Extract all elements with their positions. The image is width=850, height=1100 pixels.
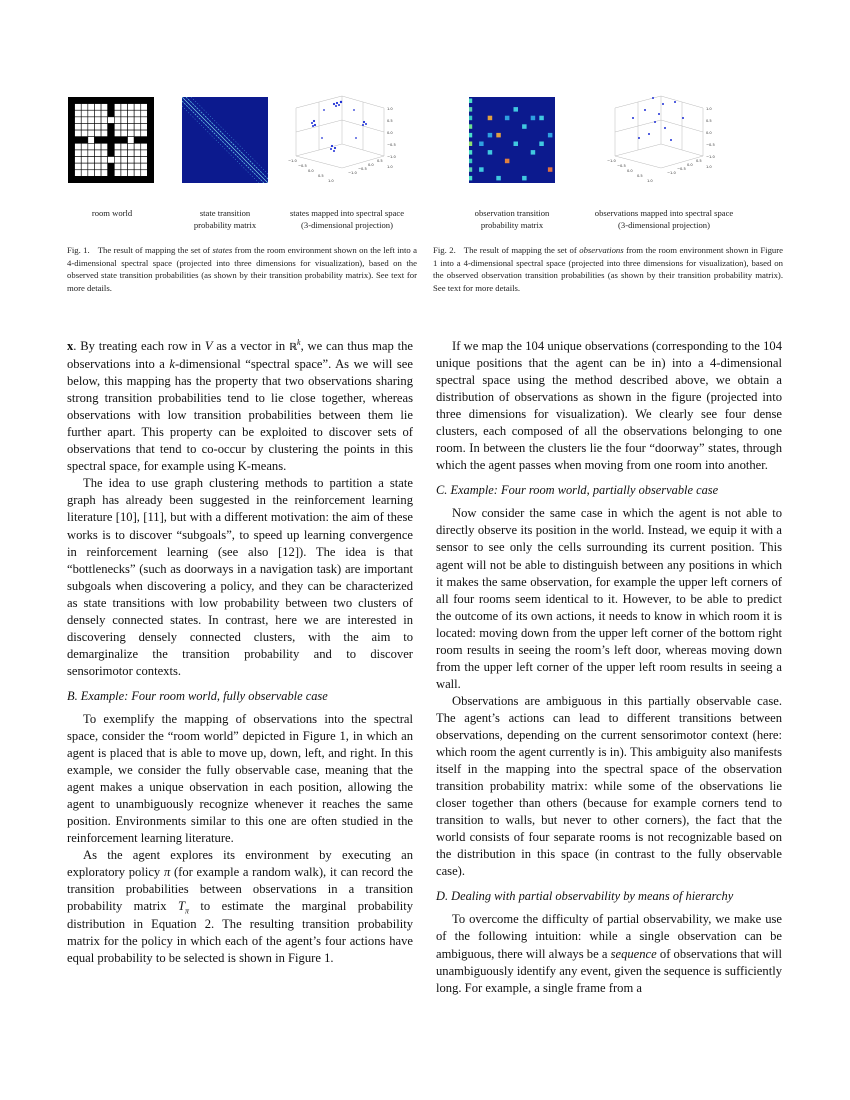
matrix-cell — [514, 142, 519, 147]
grid-cell — [75, 170, 82, 177]
grid-cell — [81, 170, 88, 177]
x-tick-label: 0.5 — [318, 174, 324, 178]
grid-cell — [88, 170, 95, 177]
grid-cell — [128, 117, 135, 124]
grid-cell — [141, 137, 148, 144]
section-heading: D. Dealing with partial observability by means of hierarchy — [436, 889, 734, 904]
paragraph — [436, 911, 782, 996]
y-tick-label: −0.5 — [677, 167, 686, 171]
grid-cell — [75, 97, 82, 104]
math-symbol: ℝ — [289, 342, 298, 353]
paragraph: To exemplify the mapping of observations into the spectral space, consider the “room world” depicted in Figure 1, in which an agent is placed that is able to move up, down, left, and right. In this example, we consider the fully observable case, meaning that the agent makes a unique observation in each position, allowing the agent to unambiguously recognize whenever it reaches the same position. Environments similar to this one are often studied in the reinforcement learning literature. — [67, 711, 413, 846]
grid-cell — [147, 176, 154, 183]
caption-text: from the room environment shown in Figure 1 into a 4-dimensional spectral space (projected into three dimensions for visualization), based on the observed observation transition probabilities (as shown by their transition probability matrix). See text for more details. — [433, 245, 784, 293]
grid-cell — [75, 117, 82, 124]
y-tick-label: −0.5 — [358, 167, 367, 171]
matrix-cell — [531, 116, 536, 121]
y-tick-label: −1.0 — [348, 171, 357, 175]
grid-cell — [141, 150, 148, 157]
grid-cell — [147, 104, 154, 111]
math-subscript: π — [184, 906, 189, 916]
grid-cell — [114, 97, 121, 104]
grid-cell — [147, 110, 154, 117]
grid-cell — [114, 163, 121, 170]
left-column — [67, 338, 413, 967]
matrix-cell — [469, 124, 472, 129]
grid-cell — [88, 117, 95, 124]
grid-cell — [121, 97, 128, 104]
grid-cell — [147, 123, 154, 130]
grid-cell — [108, 170, 115, 177]
grid-cell — [101, 137, 108, 144]
grid-cell — [114, 143, 121, 150]
x-tick-label: −0.5 — [617, 164, 626, 168]
y-tick-label: 0.0 — [687, 163, 693, 167]
grid-cell — [101, 97, 108, 104]
z-tick-label: 0.5 — [706, 119, 712, 123]
grid-cell — [94, 104, 101, 111]
grid-cell — [108, 110, 115, 117]
grid-cell — [147, 150, 154, 157]
grid-cell — [128, 150, 135, 157]
states-spectral-plot — [284, 88, 414, 200]
grid-cell — [94, 117, 101, 124]
grid-cell — [134, 104, 141, 111]
y-tick-label: 1.0 — [706, 165, 712, 169]
matrix-cell — [469, 167, 472, 172]
grid-cell — [88, 97, 95, 104]
grid-cell — [134, 123, 141, 130]
grid-cell — [75, 176, 82, 183]
matrix-cell — [514, 107, 519, 112]
grid-cell — [128, 137, 135, 144]
grid-cell — [75, 157, 82, 164]
text: . By treating each row in — [73, 339, 205, 353]
grid-cell — [88, 150, 95, 157]
x-tick-label: 1.0 — [647, 179, 653, 183]
grid-cell — [121, 176, 128, 183]
grid-cell — [147, 157, 154, 164]
grid-cell — [68, 176, 75, 183]
matrix-cell — [548, 133, 553, 138]
grid-cell — [128, 110, 135, 117]
text: , we can thus map the observations into a — [67, 339, 413, 372]
math-symbol: k — [169, 357, 175, 372]
grid-cell — [94, 137, 101, 144]
grid-cell — [88, 104, 95, 111]
grid-cell — [108, 176, 115, 183]
grid-cell — [147, 137, 154, 144]
grid-cell — [114, 104, 121, 111]
grid-cell — [75, 137, 82, 144]
x-tick-label: 0.5 — [637, 174, 643, 178]
grid-cell — [101, 104, 108, 111]
grid-cell — [68, 137, 75, 144]
matrix-cell — [479, 142, 484, 147]
grid-cell — [121, 137, 128, 144]
grid-cell — [141, 110, 148, 117]
math-symbol: π — [163, 865, 171, 880]
matrix-cell — [469, 99, 472, 104]
grid-cell — [88, 163, 95, 170]
grid-cell — [128, 104, 135, 111]
caption-emphasis: observations — [579, 245, 624, 255]
grid-cell — [141, 117, 148, 124]
matrix-cell — [469, 176, 472, 181]
grid-cell — [94, 123, 101, 130]
grid-cell — [121, 143, 128, 150]
grid-cell — [134, 130, 141, 137]
text: -dimensional “spectral space”. As we will see below, this mapping has the property that two observations sharing strong transition probabilities tend to lie close together, whereas observations with low transition probabilities between them lie further apart. This property can be exploited to discover sets of observations that tend to co-occur by clustering the points in this spectral space, for example using K-means. — [67, 357, 413, 474]
grid-cell — [101, 163, 108, 170]
grid-cell — [101, 170, 108, 177]
grid-cell — [108, 137, 115, 144]
grid-cell — [128, 130, 135, 137]
grid-cell — [108, 104, 115, 111]
grid-cell — [121, 110, 128, 117]
grid-cell — [81, 176, 88, 183]
grid-cell — [134, 163, 141, 170]
y-tick-label: −1.0 — [667, 171, 676, 175]
grid-cell — [134, 157, 141, 164]
paragraph: Observations are ambiguous in this partially observable case. The agent’s actions can lead to different transitions between observations, depending on the current sensorimotor context (here: which room the agent currently is in). This ambiguity also manifests itself in the mapping into the spectral space of the observation transition probability matrix: while some of the observations lie closer together than others (because for example corners tend to transition to walls, but never to other corners), the fact that the world consists of four separate rooms is not recognizable based on the distribution in this space (in contrast to the fully observable case). — [436, 693, 782, 879]
x-tick-label: −1.0 — [607, 159, 616, 163]
grid-cell — [128, 176, 135, 183]
grid-cell — [68, 143, 75, 150]
grid-cell — [141, 104, 148, 111]
emphasis: sequence — [610, 946, 657, 961]
grid-cell — [128, 157, 135, 164]
grid-cell — [121, 170, 128, 177]
matrix-cell — [488, 150, 493, 155]
z-tick-label: 0.0 — [387, 131, 393, 135]
y-tick-label: 0.0 — [368, 163, 374, 167]
grid-cell — [94, 176, 101, 183]
grid-cell — [88, 143, 95, 150]
z-tick-label: 1.0 — [387, 107, 393, 111]
z-tick-label: 0.0 — [706, 131, 712, 135]
grid-cell — [141, 176, 148, 183]
matrix-cell — [539, 142, 544, 147]
z-tick-label: −0.5 — [387, 143, 396, 147]
grid-cell — [134, 110, 141, 117]
grid-cell — [134, 150, 141, 157]
grid-cell — [81, 130, 88, 137]
text: of observations that will unambiguously identify any event, given the sequence is sufficiently long. For example, a single frame from a — [436, 946, 782, 995]
grid-cell — [81, 117, 88, 124]
grid-cell — [68, 110, 75, 117]
grid-cell — [121, 150, 128, 157]
paragraph: If we map the 104 unique observations (corresponding to the 104 unique positions that the agent can be in) into a 4-dimensional spectral space using the method described above, we obtain a distribution of observations as shown in the figure (projected into three dimensions for visualization). We clearly see four dense clusters, each composed of all the observations belonging to one room. In between the clusters lie the four “doorway” states, through which the agent passes when moving from one room into another. — [436, 339, 782, 473]
grid-cell — [121, 123, 128, 130]
grid-cell — [134, 137, 141, 144]
x-tick-label: 1.0 — [328, 179, 334, 183]
grid-cell — [141, 130, 148, 137]
matrix-cell — [469, 159, 472, 164]
matrix-cell — [522, 124, 527, 129]
grid-cell — [94, 97, 101, 104]
grid-cell — [108, 130, 115, 137]
grid-cell — [121, 157, 128, 164]
x-tick-label: −0.5 — [298, 164, 307, 168]
grid-cell — [114, 130, 121, 137]
grid-cell — [68, 117, 75, 124]
z-tick-label: 0.5 — [387, 119, 393, 123]
grid-cell — [101, 130, 108, 137]
y-tick-label: 0.5 — [696, 159, 702, 163]
subcaption-observations-spectral: observations mapped into spectral space (3-dimensional projection) — [594, 208, 734, 230]
grid-cell — [94, 110, 101, 117]
z-tick-label: 1.0 — [706, 107, 712, 111]
grid-cell — [121, 117, 128, 124]
grid-cell — [108, 163, 115, 170]
grid-cell — [75, 110, 82, 117]
grid-cell — [128, 170, 135, 177]
grid-cell — [94, 157, 101, 164]
z-tick-label: −1.0 — [706, 155, 715, 159]
matrix-cell — [539, 116, 544, 121]
state-transition-matrix-image — [182, 97, 268, 183]
math-symbol: V — [204, 339, 213, 353]
grid-cell — [81, 143, 88, 150]
grid-cell — [141, 123, 148, 130]
grid-cell — [134, 170, 141, 177]
grid-cell — [121, 163, 128, 170]
caption-text: The result of mapping the set of — [97, 245, 213, 255]
grid-cell — [94, 130, 101, 137]
grid-cell — [94, 150, 101, 157]
grid-cell — [94, 170, 101, 177]
grid-cell — [81, 163, 88, 170]
paragraph — [67, 847, 413, 966]
grid-cell — [81, 110, 88, 117]
grid-cell — [88, 130, 95, 137]
grid-cell — [75, 150, 82, 157]
figure-2-caption — [433, 244, 783, 294]
grid-cell — [128, 163, 135, 170]
subcaption-room-world: room world — [91, 208, 133, 218]
grid-cell — [68, 97, 75, 104]
text: to estimate the marginal probability distribution in Equation 2. The resulting transition probability matrix for the policy in which each of the agent’s four actions have equal probability to be selected is shown in Figure 1. — [67, 899, 414, 965]
grid-cell — [114, 150, 121, 157]
section-heading: C. Example: Four room world, partially observable case — [436, 483, 719, 498]
text: As the agent explores its environment by executing an exploratory policy — [67, 848, 413, 880]
grid-cell — [101, 157, 108, 164]
x-tick-label: −1.0 — [288, 159, 297, 163]
y-tick-label: 0.5 — [377, 159, 383, 163]
grid-cell — [147, 163, 154, 170]
grid-cell — [141, 97, 148, 104]
grid-cell — [101, 117, 108, 124]
grid-cell — [81, 150, 88, 157]
grid-cell — [108, 157, 115, 164]
matrix-cell — [469, 133, 472, 138]
grid-cell — [81, 104, 88, 111]
grid-cell — [68, 123, 75, 130]
grid-cell — [108, 150, 115, 157]
observation-transition-matrix-image — [469, 97, 555, 183]
grid-cell — [68, 157, 75, 164]
grid-cell — [81, 123, 88, 130]
matrix-cell — [522, 176, 527, 181]
paragraph: Now consider the same case in which the agent is not able to directly observe its position in the world. Instead, we equip it with a sensor to see only the cells surrounding its current position. This agent will not be able to distinguish between any positions in which it makes the same observation, for example the upper left corners of all four rooms seem identical to it. However, to be able to predict the outcome of its own actions, it needs to know in which room it is located: moving down from the upper left corner of the bottom right room results in seeing the room’s left door, whereas moving down from the upper left corner of the upper left room results in seeing a wall. — [436, 506, 782, 691]
grid-cell — [94, 163, 101, 170]
grid-cell — [101, 176, 108, 183]
grid-cell — [75, 130, 82, 137]
room-world-image — [68, 97, 154, 183]
grid-cell — [88, 110, 95, 117]
matrix-cell — [548, 167, 553, 172]
paragraph: The idea to use graph clustering methods to partition a state graph has already been suggested in the reinforcement learning literature [10], [11], but with a different motivation: the aim of these works is to discover “subgoals”, to speed up learning convergence in reinforcement learning (see also [12]). The idea is that “bottlenecks” (such as doorways in a navigation task) are important subgoals when discovering a policy, and they can be characterized as state transitions with low probability between two clusters of densely connected states. In contrast, here we are interested in discovering densely connected clusters, with the aim to demarginalize the transition probability and to discover sensorimotor contexts. — [67, 476, 413, 678]
grid-cell — [114, 170, 121, 177]
right-column — [436, 338, 782, 997]
z-tick-label: −1.0 — [387, 155, 396, 159]
matrix-cell — [488, 133, 493, 138]
math-vector: x — [67, 339, 74, 353]
matrix-cell — [531, 150, 536, 155]
subcaption-states-spectral: states mapped into spectral space (3-dimensional projection) — [289, 208, 405, 230]
grid-cell — [147, 97, 154, 104]
grid-cell — [128, 123, 135, 130]
math-symbol: T — [177, 899, 185, 914]
matrix-cell — [479, 167, 484, 172]
figure-label: Fig. 1. — [67, 245, 90, 255]
grid-cell — [88, 157, 95, 164]
grid-cell — [81, 97, 88, 104]
grid-cell — [101, 110, 108, 117]
text: To overcome the difficulty of partial observability, we make use of the following intuition: while a single observation can be ambiguous, there will always be a — [436, 912, 782, 961]
matrix-cell — [488, 116, 493, 121]
caption-text: from the room environment shown on the left into a 4-dimensional spectral space (projected into three dimensions for visualization), based on the observed state transition probabilities (as shown by their transition probability matrix). See text for more details. — [67, 245, 417, 293]
y-tick-label: 1.0 — [387, 165, 393, 169]
x-tick-label: 0.0 — [308, 169, 314, 173]
grid-cell — [75, 143, 82, 150]
matrix-cell — [496, 176, 501, 181]
grid-cell — [147, 130, 154, 137]
figure-1-caption — [67, 244, 417, 294]
observations-spectral-plot — [603, 88, 733, 200]
grid-cell — [114, 176, 121, 183]
grid-cell — [114, 137, 121, 144]
section-heading: B. Example: Four room world, fully observable case — [67, 688, 328, 703]
grid-cell — [147, 143, 154, 150]
figure-label: Fig. 2. — [433, 245, 456, 255]
grid-cell — [88, 123, 95, 130]
grid-cell — [141, 143, 148, 150]
grid-cell — [68, 150, 75, 157]
matrix-cell — [469, 150, 472, 155]
grid-cell — [68, 170, 75, 177]
grid-cell — [128, 143, 135, 150]
grid-cell — [141, 163, 148, 170]
grid-cell — [68, 104, 75, 111]
matrix-cell — [469, 142, 472, 147]
grid-cell — [81, 157, 88, 164]
x-tick-label: 0.0 — [627, 169, 633, 173]
grid-cell — [75, 123, 82, 130]
grid-cell — [101, 150, 108, 157]
z-tick-label: −0.5 — [706, 143, 715, 147]
paragraph — [67, 338, 413, 475]
grid-cell — [141, 170, 148, 177]
grid-cell — [81, 137, 88, 144]
grid-cell — [68, 163, 75, 170]
math-superscript: k — [297, 337, 301, 347]
caption-emphasis: states — [212, 245, 233, 255]
text: (for example a random walk), it can record the transition probabilities between observations in a transition probability matrix — [67, 865, 413, 914]
subcaption-state-transition-matrix: state transition probability matrix — [193, 208, 257, 230]
grid-cell — [108, 123, 115, 130]
grid-cell — [134, 117, 141, 124]
subcaption-observation-transition-matrix: observation transition probability matrix — [474, 208, 550, 230]
grid-cell — [68, 130, 75, 137]
grid-cell — [134, 176, 141, 183]
grid-cell — [121, 130, 128, 137]
grid-cell — [108, 97, 115, 104]
matrix-cell — [469, 107, 472, 112]
grid-cell — [114, 110, 121, 117]
grid-cell — [108, 143, 115, 150]
matrix-cell — [505, 116, 510, 121]
grid-cell — [101, 123, 108, 130]
caption-text: The result of mapping the set of — [463, 245, 580, 255]
grid-cell — [114, 117, 121, 124]
grid-cell — [134, 143, 141, 150]
grid-cell — [141, 157, 148, 164]
grid-cell — [75, 163, 82, 170]
grid-cell — [147, 117, 154, 124]
text: as a vector in — [212, 339, 289, 353]
matrix-cell — [469, 116, 472, 121]
grid-cell — [134, 97, 141, 104]
grid-cell — [88, 137, 95, 144]
grid-cell — [114, 157, 121, 164]
grid-cell — [114, 123, 121, 130]
grid-cell — [147, 170, 154, 177]
grid-cell — [128, 97, 135, 104]
matrix-cell — [505, 159, 510, 164]
grid-cell — [75, 104, 82, 111]
matrix-cell — [496, 133, 501, 138]
grid-cell — [94, 143, 101, 150]
grid-cell — [88, 176, 95, 183]
grid-cell — [101, 143, 108, 150]
grid-cell — [108, 117, 115, 124]
grid-cell — [121, 104, 128, 111]
